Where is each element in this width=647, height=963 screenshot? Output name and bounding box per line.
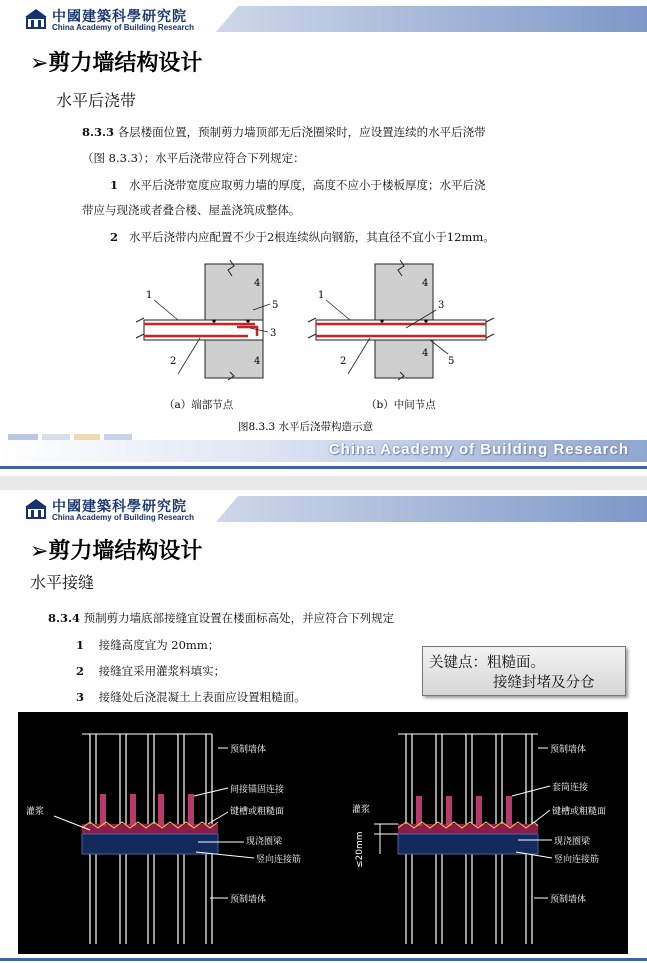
item-number: 2 — [110, 230, 119, 244]
caption-middle-node: （b）中间节点 — [366, 399, 436, 411]
clause-item-2 — [110, 229, 495, 245]
cad-label-bottom-wall: 预制墙体 — [550, 895, 587, 905]
callout-1: 1 — [146, 290, 153, 301]
item-text: 水平后浇带宽度应取剪力墙的厚度，高度不应小于楼板厚度；水平后浇 — [128, 178, 486, 192]
callout-2: 2 — [170, 356, 177, 367]
clause-item-3 — [76, 689, 306, 705]
callout-1: 1 — [318, 290, 325, 301]
callout-2: 2 — [340, 356, 347, 367]
upper-wall — [375, 264, 433, 320]
clause-item-1 — [76, 637, 219, 653]
item-text: 接缝宜采用灌浆料填实； — [98, 664, 226, 678]
slide-title: ➢剪力墙结构设计 — [30, 539, 203, 564]
figure-8-3-3 — [130, 256, 500, 432]
cad-label-sleeve: 套筒连接 — [552, 783, 589, 793]
callout-4-top: 4 — [254, 278, 261, 289]
end-node-drawing — [136, 260, 278, 411]
cad-label-key: 键槽或粗糙面 — [230, 807, 285, 817]
institute-name-cn: 中國建築科學研究院 — [52, 9, 187, 25]
item-text: 水平后浇带内应配置不少于2根连续纵向钢筋，其直径不宜小于12mm。 — [128, 230, 495, 244]
callout-5: 5 — [448, 356, 455, 367]
callout-4-bottom: 4 — [422, 348, 429, 359]
slide-subtitle: 水平后浇带 — [56, 91, 137, 110]
item-text: 接缝处后浇混凝土上表面应设置粗糙面。 — [98, 690, 306, 704]
cad-label-grout: 灌浆 — [26, 807, 45, 817]
item-number: 3 — [76, 690, 85, 704]
item-number: 1 — [110, 178, 119, 192]
clause-line-2: （图 8.3.3）；水平后浇带应符合下列规定： — [82, 151, 305, 165]
upper-wall — [205, 264, 263, 320]
footer-watermark: China Academy of Building Research — [328, 441, 629, 458]
institute-logo-icon — [24, 498, 48, 520]
middle-node-drawing — [308, 260, 494, 411]
item-number: 1 — [76, 638, 85, 652]
figure-caption: 图8.3.3 水平后浇带构造示意 — [238, 421, 374, 432]
clause-line — [48, 610, 394, 626]
clause-number: 8.3.4 — [48, 611, 81, 625]
callout-3: 3 — [270, 328, 277, 339]
slide-subtitle: 水平接缝 — [30, 573, 95, 592]
cad-label-dimension: ≤20mm — [355, 831, 365, 868]
slide-horizontal-joint — [0, 490, 647, 963]
cad-label-rebar: 竖向连接筋 — [554, 855, 600, 865]
cad-label-anchor: 间接锚固连接 — [230, 785, 285, 795]
cad-joint-details — [18, 712, 628, 954]
clause-text: 各层楼面位置，预制剪力墙顶部无后浇圈梁时，应设置连续的水平后浇带 — [117, 125, 486, 139]
item-text: 接缝高度宜为 20mm； — [98, 638, 220, 652]
callout-4-top: 4 — [422, 278, 429, 289]
institute-logo-icon — [24, 8, 48, 30]
key-point-callout — [422, 646, 626, 696]
slide-separator — [0, 476, 647, 490]
cad-label-rebar: 竖向连接筋 — [256, 855, 302, 865]
cad-right-detail — [352, 734, 606, 944]
cad-label-beam: 现浇圈梁 — [554, 837, 591, 847]
footer-rule — [0, 466, 647, 469]
callout-5: 5 — [272, 300, 279, 311]
footer-rule — [0, 958, 647, 961]
header-band — [216, 6, 647, 32]
item-number: 2 — [76, 664, 85, 678]
key-point-line-1: 关键点：粗糙面。 — [429, 655, 545, 671]
cad-label-top-wall: 预制墙体 — [550, 745, 587, 755]
callout-4-bottom: 4 — [254, 356, 261, 367]
clause-line-1 — [82, 124, 486, 140]
cast-ring-beam — [82, 834, 218, 854]
institute-name-en: China Academy of Building Research — [52, 23, 194, 32]
slide-header — [0, 490, 647, 526]
clause-item-1-cont: 带应与现浇或者叠合楼、屋盖浇筑成整体。 — [82, 203, 301, 217]
cad-left-detail — [26, 734, 301, 944]
cad-label-beam: 现浇圈梁 — [246, 837, 283, 847]
institute-name-en: China Academy of Building Research — [52, 513, 194, 522]
cad-label-bottom-wall: 预制墙体 — [230, 895, 267, 905]
cad-drawing-panel — [18, 712, 628, 954]
clause-item-1 — [110, 177, 485, 193]
cad-label-top-wall: 预制墙体 — [230, 745, 267, 755]
lower-wall — [375, 340, 433, 378]
slide-title: ➢剪力墙结构设计 — [30, 51, 203, 76]
header-band — [216, 496, 647, 522]
clause-item-2 — [76, 663, 225, 679]
cad-label-grout: 灌浆 — [352, 805, 371, 815]
cad-label-key: 键槽或粗糙面 — [552, 807, 607, 817]
slide-horizontal-post-cast-strip — [0, 0, 647, 476]
caption-left-node: （a）端部节点 — [164, 399, 234, 411]
callout-3: 3 — [438, 300, 445, 311]
slide-header — [0, 0, 647, 36]
clause-text: 预制剪力墙底部接缝宜设置在楼面标高处，并应符合下列规定 — [83, 611, 395, 625]
clause-number: 8.3.3 — [82, 125, 115, 139]
key-point-line-2: 接缝封堵及分仓 — [493, 675, 595, 691]
institute-name-cn: 中國建築科學研究院 — [52, 499, 187, 515]
